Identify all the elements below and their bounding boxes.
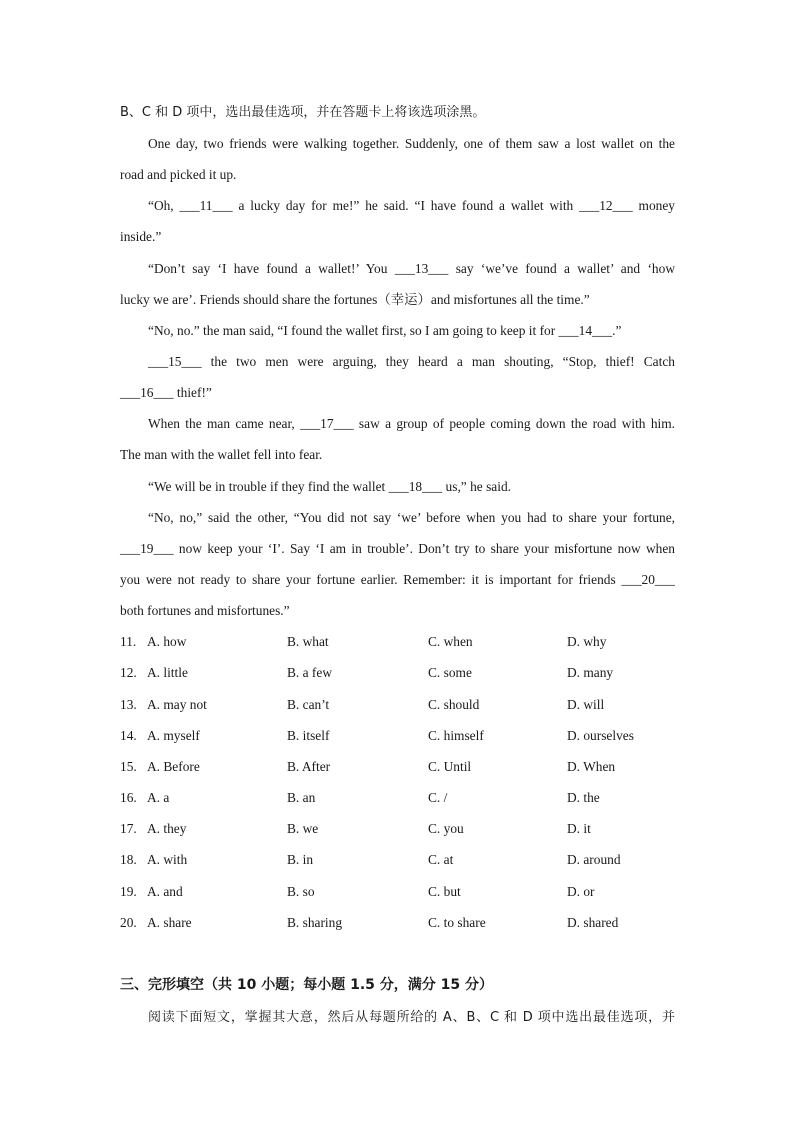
instructions-top: B、C 和 D 项中，选出最佳选项，并在答题卡上将该选项涂黑。 bbox=[120, 105, 486, 120]
option-c: C. Until bbox=[428, 759, 472, 774]
question-row-17 bbox=[120, 819, 680, 839]
option-c: C. you bbox=[428, 821, 464, 836]
passage-line: When the man came near, ___17___ saw a group of people coming down the road with him. bbox=[148, 416, 675, 431]
option-c: C. when bbox=[428, 634, 473, 649]
question-number: 12. bbox=[120, 665, 137, 680]
section-3-instructions: 阅读下面短文，掌握其大意，然后从每题所给的 A、B、C 和 D 项中选出最佳选项，并 bbox=[148, 1010, 675, 1025]
question-row-13 bbox=[120, 695, 680, 715]
option-d: D. ourselves bbox=[567, 728, 634, 743]
option-a: A. with bbox=[147, 852, 188, 867]
option-a: A. share bbox=[147, 915, 192, 930]
option-b: B. in bbox=[287, 852, 314, 867]
option-a: A. myself bbox=[147, 728, 200, 743]
passage-line: both fortunes and misfortunes.” bbox=[120, 603, 290, 618]
option-b: B. itself bbox=[287, 728, 330, 743]
option-b: B. so bbox=[287, 884, 315, 899]
option-d: D. shared bbox=[567, 915, 619, 930]
passage-line: road and picked it up. bbox=[120, 167, 237, 182]
option-c: C. should bbox=[428, 697, 480, 712]
passage-line: “We will be in trouble if they find the wallet ___18___ us,” he said. bbox=[148, 479, 511, 494]
passage-line: lucky we are’. Friends should share the fortunes（幸运）and misfortunes all the time.” bbox=[120, 292, 590, 307]
question-number: 17. bbox=[120, 821, 137, 836]
question-number: 14. bbox=[120, 728, 137, 743]
passage-line: One day, two friends were walking together. Suddenly, one of them saw a lost wallet on the bbox=[148, 136, 675, 151]
question-row-12 bbox=[120, 663, 680, 683]
question-row-19 bbox=[120, 882, 680, 902]
passage-line: ___16___ thief!” bbox=[120, 385, 212, 400]
question-row-18 bbox=[120, 850, 680, 870]
passage-line: you were not ready to share your fortune earlier. Remember: it is important for friends ___20___ bbox=[120, 572, 675, 587]
question-number: 13. bbox=[120, 697, 137, 712]
option-b: B. what bbox=[287, 634, 329, 649]
option-a: A. little bbox=[147, 665, 188, 680]
question-number: 16. bbox=[120, 790, 137, 805]
option-a: A. a bbox=[147, 790, 170, 805]
question-row-15 bbox=[120, 757, 680, 777]
option-a: A. Before bbox=[147, 759, 200, 774]
option-b: B. can’t bbox=[287, 697, 330, 712]
option-d: D. or bbox=[567, 884, 595, 899]
passage-line: “No, no.” the man said, “I found the wallet first, so I am going to keep it for ___14___.” bbox=[148, 323, 622, 338]
option-d: D. it bbox=[567, 821, 591, 836]
option-c: C. to share bbox=[428, 915, 486, 930]
option-b: B. After bbox=[287, 759, 331, 774]
option-c: C. but bbox=[428, 884, 461, 899]
option-c: C. at bbox=[428, 852, 454, 867]
option-c: C. himself bbox=[428, 728, 484, 743]
option-b: B. an bbox=[287, 790, 316, 805]
option-d: D. why bbox=[567, 634, 607, 649]
passage-line: “No, no,” said the other, “You did not say ‘we’ before when you had to share your fortune, bbox=[148, 510, 675, 525]
option-d: D. many bbox=[567, 665, 614, 680]
question-row-16 bbox=[120, 788, 680, 808]
option-a: A. how bbox=[147, 634, 187, 649]
option-a: A. and bbox=[147, 884, 183, 899]
option-b: B. we bbox=[287, 821, 319, 836]
option-a: A. they bbox=[147, 821, 187, 836]
question-row-14 bbox=[120, 726, 680, 746]
option-c: C. / bbox=[428, 790, 448, 805]
question-number: 19. bbox=[120, 884, 137, 899]
option-d: D. When bbox=[567, 759, 616, 774]
question-number: 20. bbox=[120, 915, 137, 930]
option-b: B. a few bbox=[287, 665, 332, 680]
option-b: B. sharing bbox=[287, 915, 343, 930]
option-d: D. the bbox=[567, 790, 600, 805]
question-number: 15. bbox=[120, 759, 137, 774]
question-number: 11. bbox=[120, 634, 137, 649]
passage-line: “Oh, ___11___ a lucky day for me!” he said. “I have found a wallet with ___12___ money bbox=[148, 198, 675, 213]
passage-line: ___19___ now keep your ‘I’. Say ‘I am in trouble’. Don’t try to share your misfortune now when bbox=[120, 541, 675, 556]
passage-line: inside.” bbox=[120, 229, 162, 244]
option-c: C. some bbox=[428, 665, 472, 680]
option-d: D. around bbox=[567, 852, 621, 867]
section-3-heading: 三、完形填空（共 10 小题；每小题 1.5 分，满分 15 分） bbox=[120, 977, 494, 993]
question-row-11 bbox=[120, 632, 680, 652]
passage-line: The man with the wallet fell into fear. bbox=[120, 447, 323, 462]
option-d: D. will bbox=[567, 697, 605, 712]
option-a: A. may not bbox=[147, 697, 207, 712]
passage-line: “Don’t say ‘I have found a wallet!’ You ___13___ say ‘we’ve found a wallet’ and ‘how bbox=[148, 261, 675, 276]
question-number: 18. bbox=[120, 852, 137, 867]
passage-line: ___15___ the two men were arguing, they heard a man shouting, “Stop, thief! Catch bbox=[148, 354, 675, 369]
question-row-20 bbox=[120, 913, 680, 933]
